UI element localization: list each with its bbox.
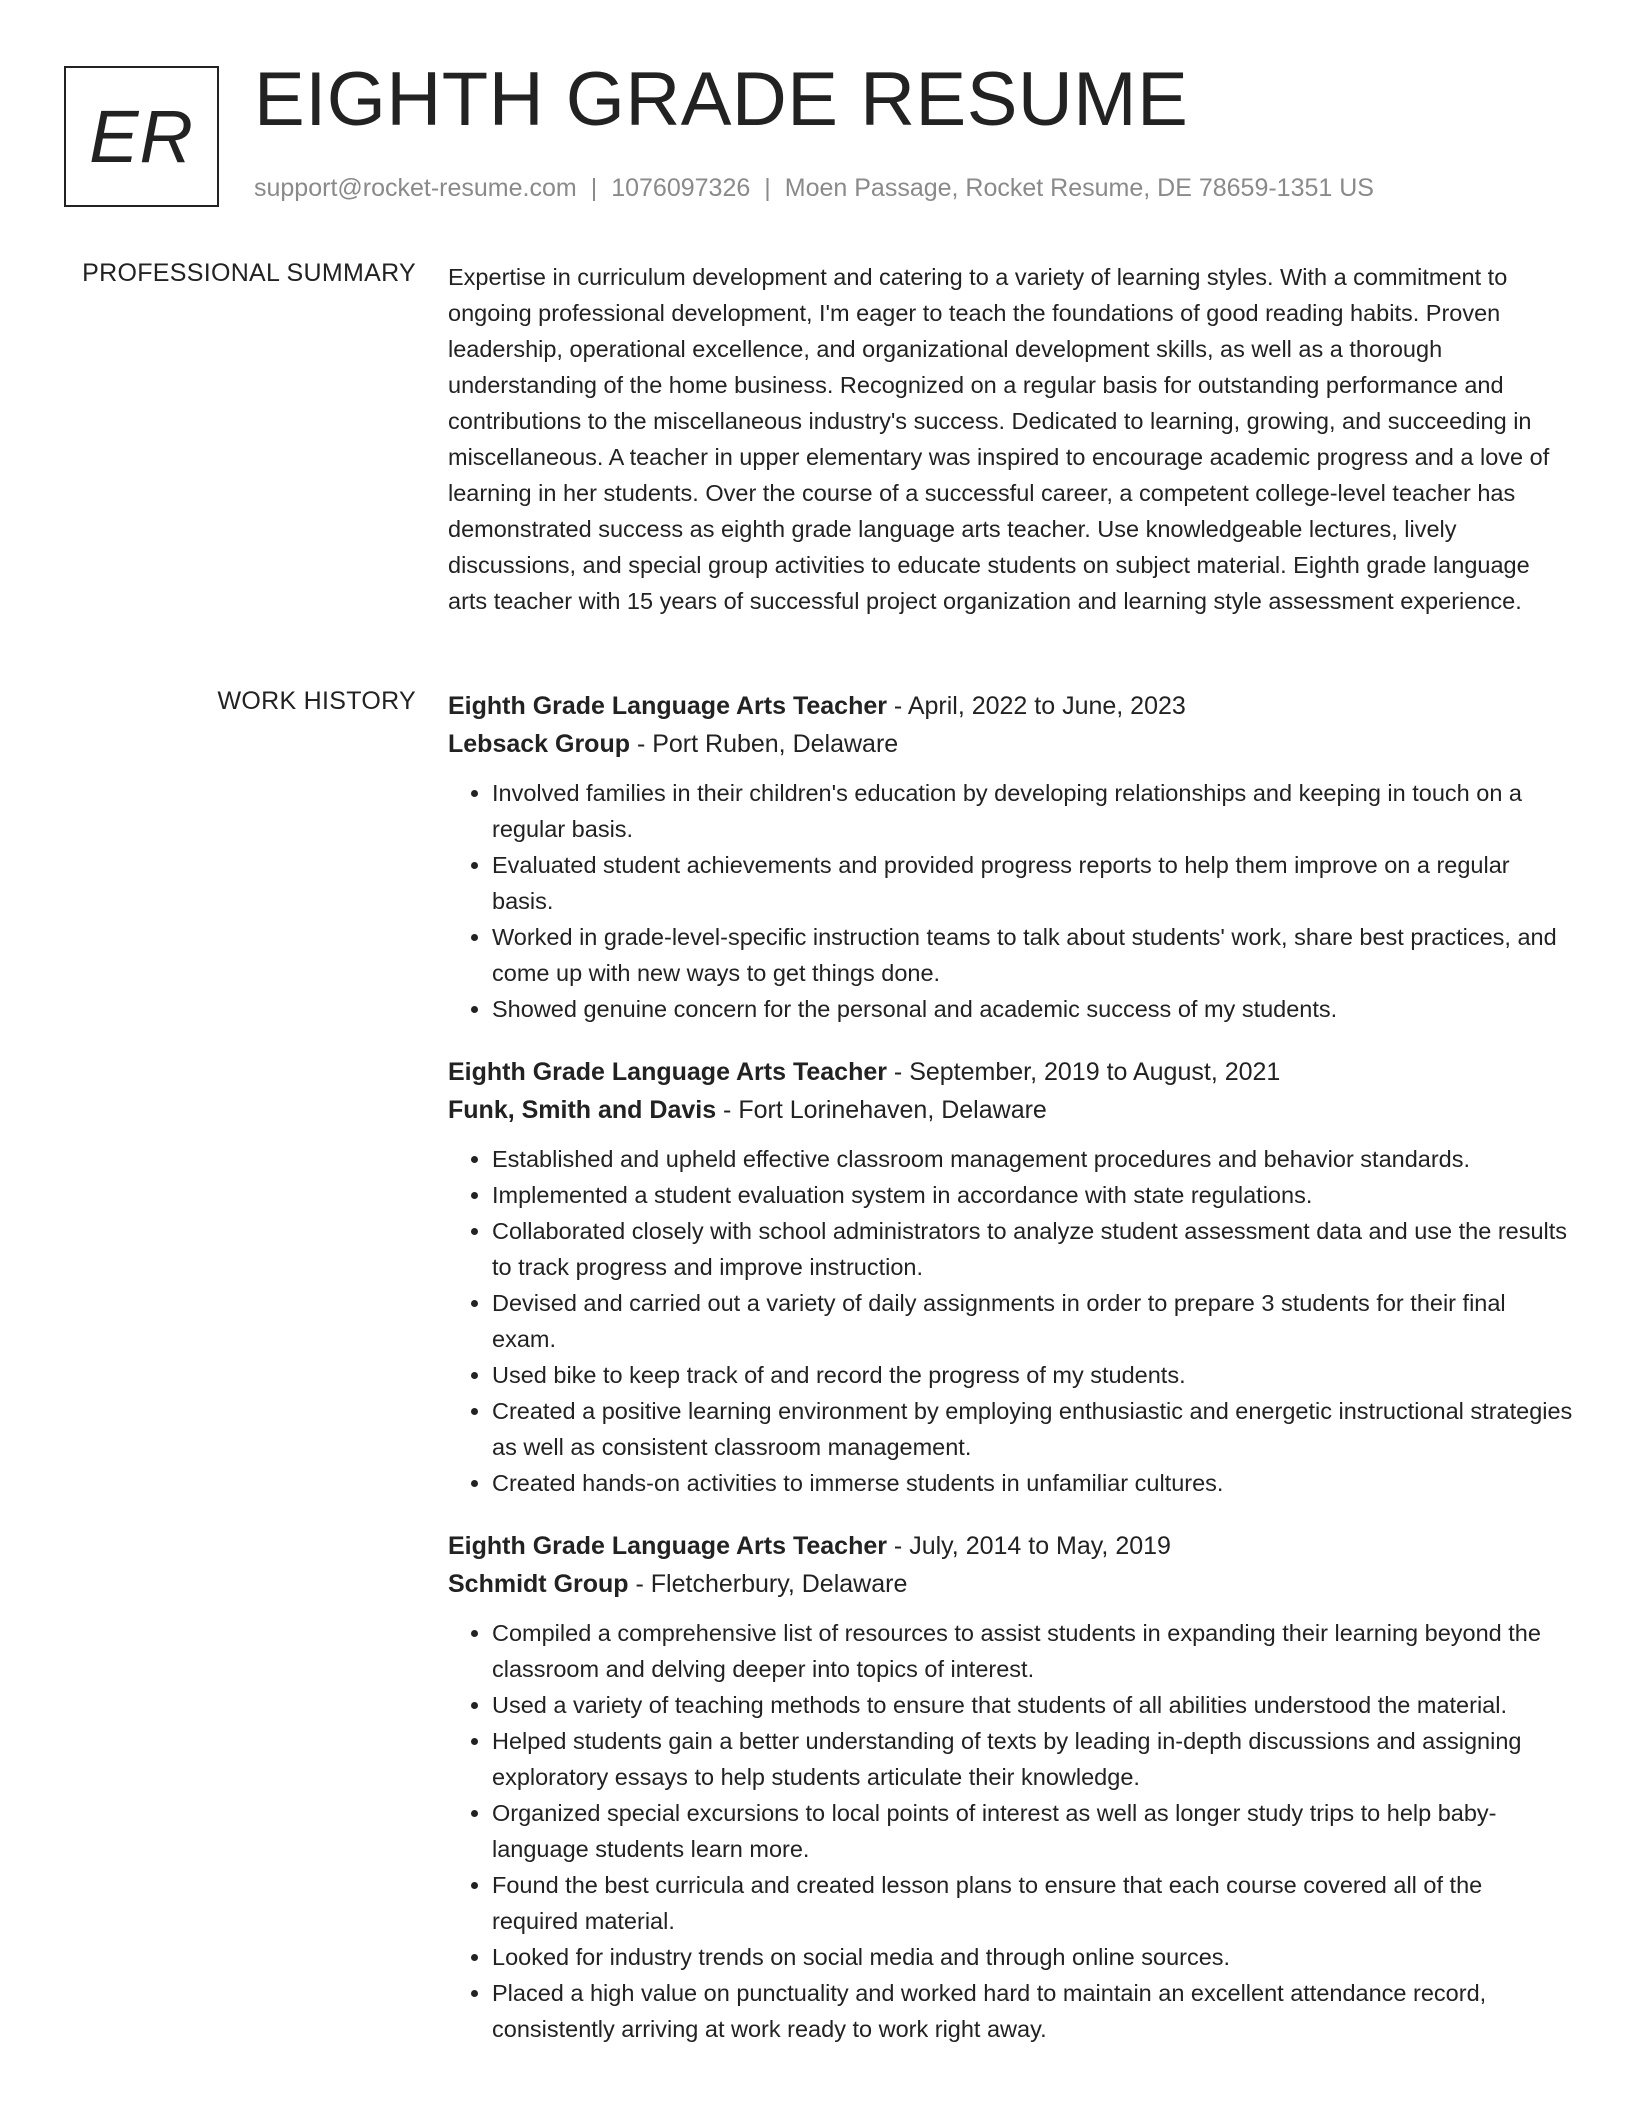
job-bullet: • Organized special excursions to local points of interest as well as longer study trips to help baby-language students learn more. xyxy=(492,1795,1573,1867)
job-bullet: • Involved families in their children's education by developing relationships and keeping in touch on a regular basis. xyxy=(492,775,1573,847)
resume-header xyxy=(64,57,1564,211)
initials-monogram: ER xyxy=(64,66,219,207)
job-company-line xyxy=(448,725,1573,763)
job-title: Eighth Grade Language Arts Teacher xyxy=(448,1532,887,1560)
job-title-line xyxy=(448,1053,1573,1091)
job-bullet: • Devised and carried out a variety of daily assignments in order to prepare 3 students for their final exam. xyxy=(492,1285,1573,1357)
job-company: Funk, Smith and Davis xyxy=(448,1096,717,1124)
job-bullet: • Collaborated closely with school administrators to analyze student assessment data and use the results to track progress and improve instruction. xyxy=(492,1213,1573,1285)
job-bullet: • Created a positive learning environment by employing enthusiastic and energetic instructional strategies as well as consistent classroom management. xyxy=(492,1393,1573,1465)
contact-separator: | xyxy=(590,174,598,202)
job-bullet: • Compiled a comprehensive list of resources to assist students in expanding their learning beyond the classroom and delving deeper into topics of interest. xyxy=(492,1615,1573,1687)
job-entry xyxy=(448,1053,1573,1501)
job-bullet: • Looked for industry trends on social media and through online sources. xyxy=(492,1939,1573,1975)
resume-title: EIGHTH GRADE RESUME xyxy=(254,57,1189,142)
job-dates: - July, 2014 to May, 2019 xyxy=(886,1532,1171,1560)
job-bullet: • Used bike to keep track of and record the progress of my students. xyxy=(492,1357,1573,1393)
job-location: - Port Ruben, Delaware xyxy=(630,730,899,758)
job-bullet: • Implemented a student evaluation system in accordance with state regulations. xyxy=(492,1177,1573,1213)
job-bullet: • Placed a high value on punctuality and worked hard to maintain an excellent attendance record, consistently arriving at work ready to work right away. xyxy=(492,1975,1573,2047)
job-location: - Fletcherbury, Delaware xyxy=(628,1570,908,1598)
contact-email: support@rocket-resume.com xyxy=(254,174,577,202)
job-location: - Fort Lorinehaven, Delaware xyxy=(716,1096,1047,1124)
job-company-line xyxy=(448,1091,1573,1129)
job-title-line xyxy=(448,1527,1573,1565)
job-entry xyxy=(448,687,1573,1027)
section-label-work-history: WORK HISTORY xyxy=(217,687,416,715)
section-label-summary: PROFESSIONAL SUMMARY xyxy=(82,259,416,287)
job-title: Eighth Grade Language Arts Teacher xyxy=(448,1058,887,1086)
job-company: Schmidt Group xyxy=(448,1570,629,1598)
work-history-body xyxy=(448,687,1573,2073)
job-bullet: • Evaluated student achievements and provided progress reports to help them improve on a regular basis. xyxy=(492,847,1573,919)
job-bullet: • Found the best curricula and created lesson plans to ensure that each course covered all of the required material. xyxy=(492,1867,1573,1939)
contact-address: Moen Passage, Rocket Resume, DE 78659-1351 US xyxy=(784,174,1374,202)
job-bullet: • Showed genuine concern for the personal and academic success of my students. xyxy=(492,991,1573,1027)
job-title: Eighth Grade Language Arts Teacher xyxy=(448,692,887,720)
job-dates: - April, 2022 to June, 2023 xyxy=(886,692,1186,720)
job-company-line xyxy=(448,1565,1573,1603)
summary-body xyxy=(448,259,1573,619)
summary-text: Expertise in curriculum development and catering to a variety of learning styles. With a commitment to ongoing professional development, I'm eager to teach the foundations of good reading habits. Proven leadership, operational excellence, and organizational development skills, as well as a thorough understanding of the home business. Recognized on a regular basis for outstanding performance and contributions to the miscellaneous industry's success. Dedicated to learning, growing, and succeeding in miscellaneous. A teacher in upper elementary was inspired to encourage academic progress and a love of learning in her students. Over the course of a successful career, a competent college-level teacher has demonstrated success as eighth grade language arts teacher. Use knowledgeable lectures, lively discussions, and special group activities to educate students on subject material. Eighth grade language arts teacher with 15 years of successful project organization and learning style assessment experience. xyxy=(448,264,1550,614)
contact-phone: 1076097326 xyxy=(611,174,751,202)
job-bullet: • Helped students gain a better understanding of texts by leading in-depth discussions and assigning exploratory essays to help students articulate their knowledge. xyxy=(492,1723,1573,1795)
job-bullet: • Created hands-on activities to immerse students in unfamiliar cultures. xyxy=(492,1465,1573,1501)
contact-separator: | xyxy=(764,174,771,202)
job-dates: - September, 2019 to August, 2021 xyxy=(886,1058,1281,1086)
job-bullet: • Used a variety of teaching methods to ensure that students of all abilities understood the material. xyxy=(492,1687,1573,1723)
job-bullet-list xyxy=(448,775,1573,1027)
job-entry xyxy=(448,1527,1573,2047)
job-bullet: • Established and upheld effective classroom management procedures and behavior standards. xyxy=(492,1141,1573,1177)
job-bullet-list xyxy=(448,1141,1573,1501)
job-title-line xyxy=(448,687,1573,725)
job-bullet: • Worked in grade-level-specific instruction teams to talk about students' work, share best practices, and come up with new ways to get things done. xyxy=(492,919,1573,991)
job-bullet-list xyxy=(448,1615,1573,2047)
job-company: Lebsack Group xyxy=(448,730,630,758)
contact-line xyxy=(254,174,1374,203)
